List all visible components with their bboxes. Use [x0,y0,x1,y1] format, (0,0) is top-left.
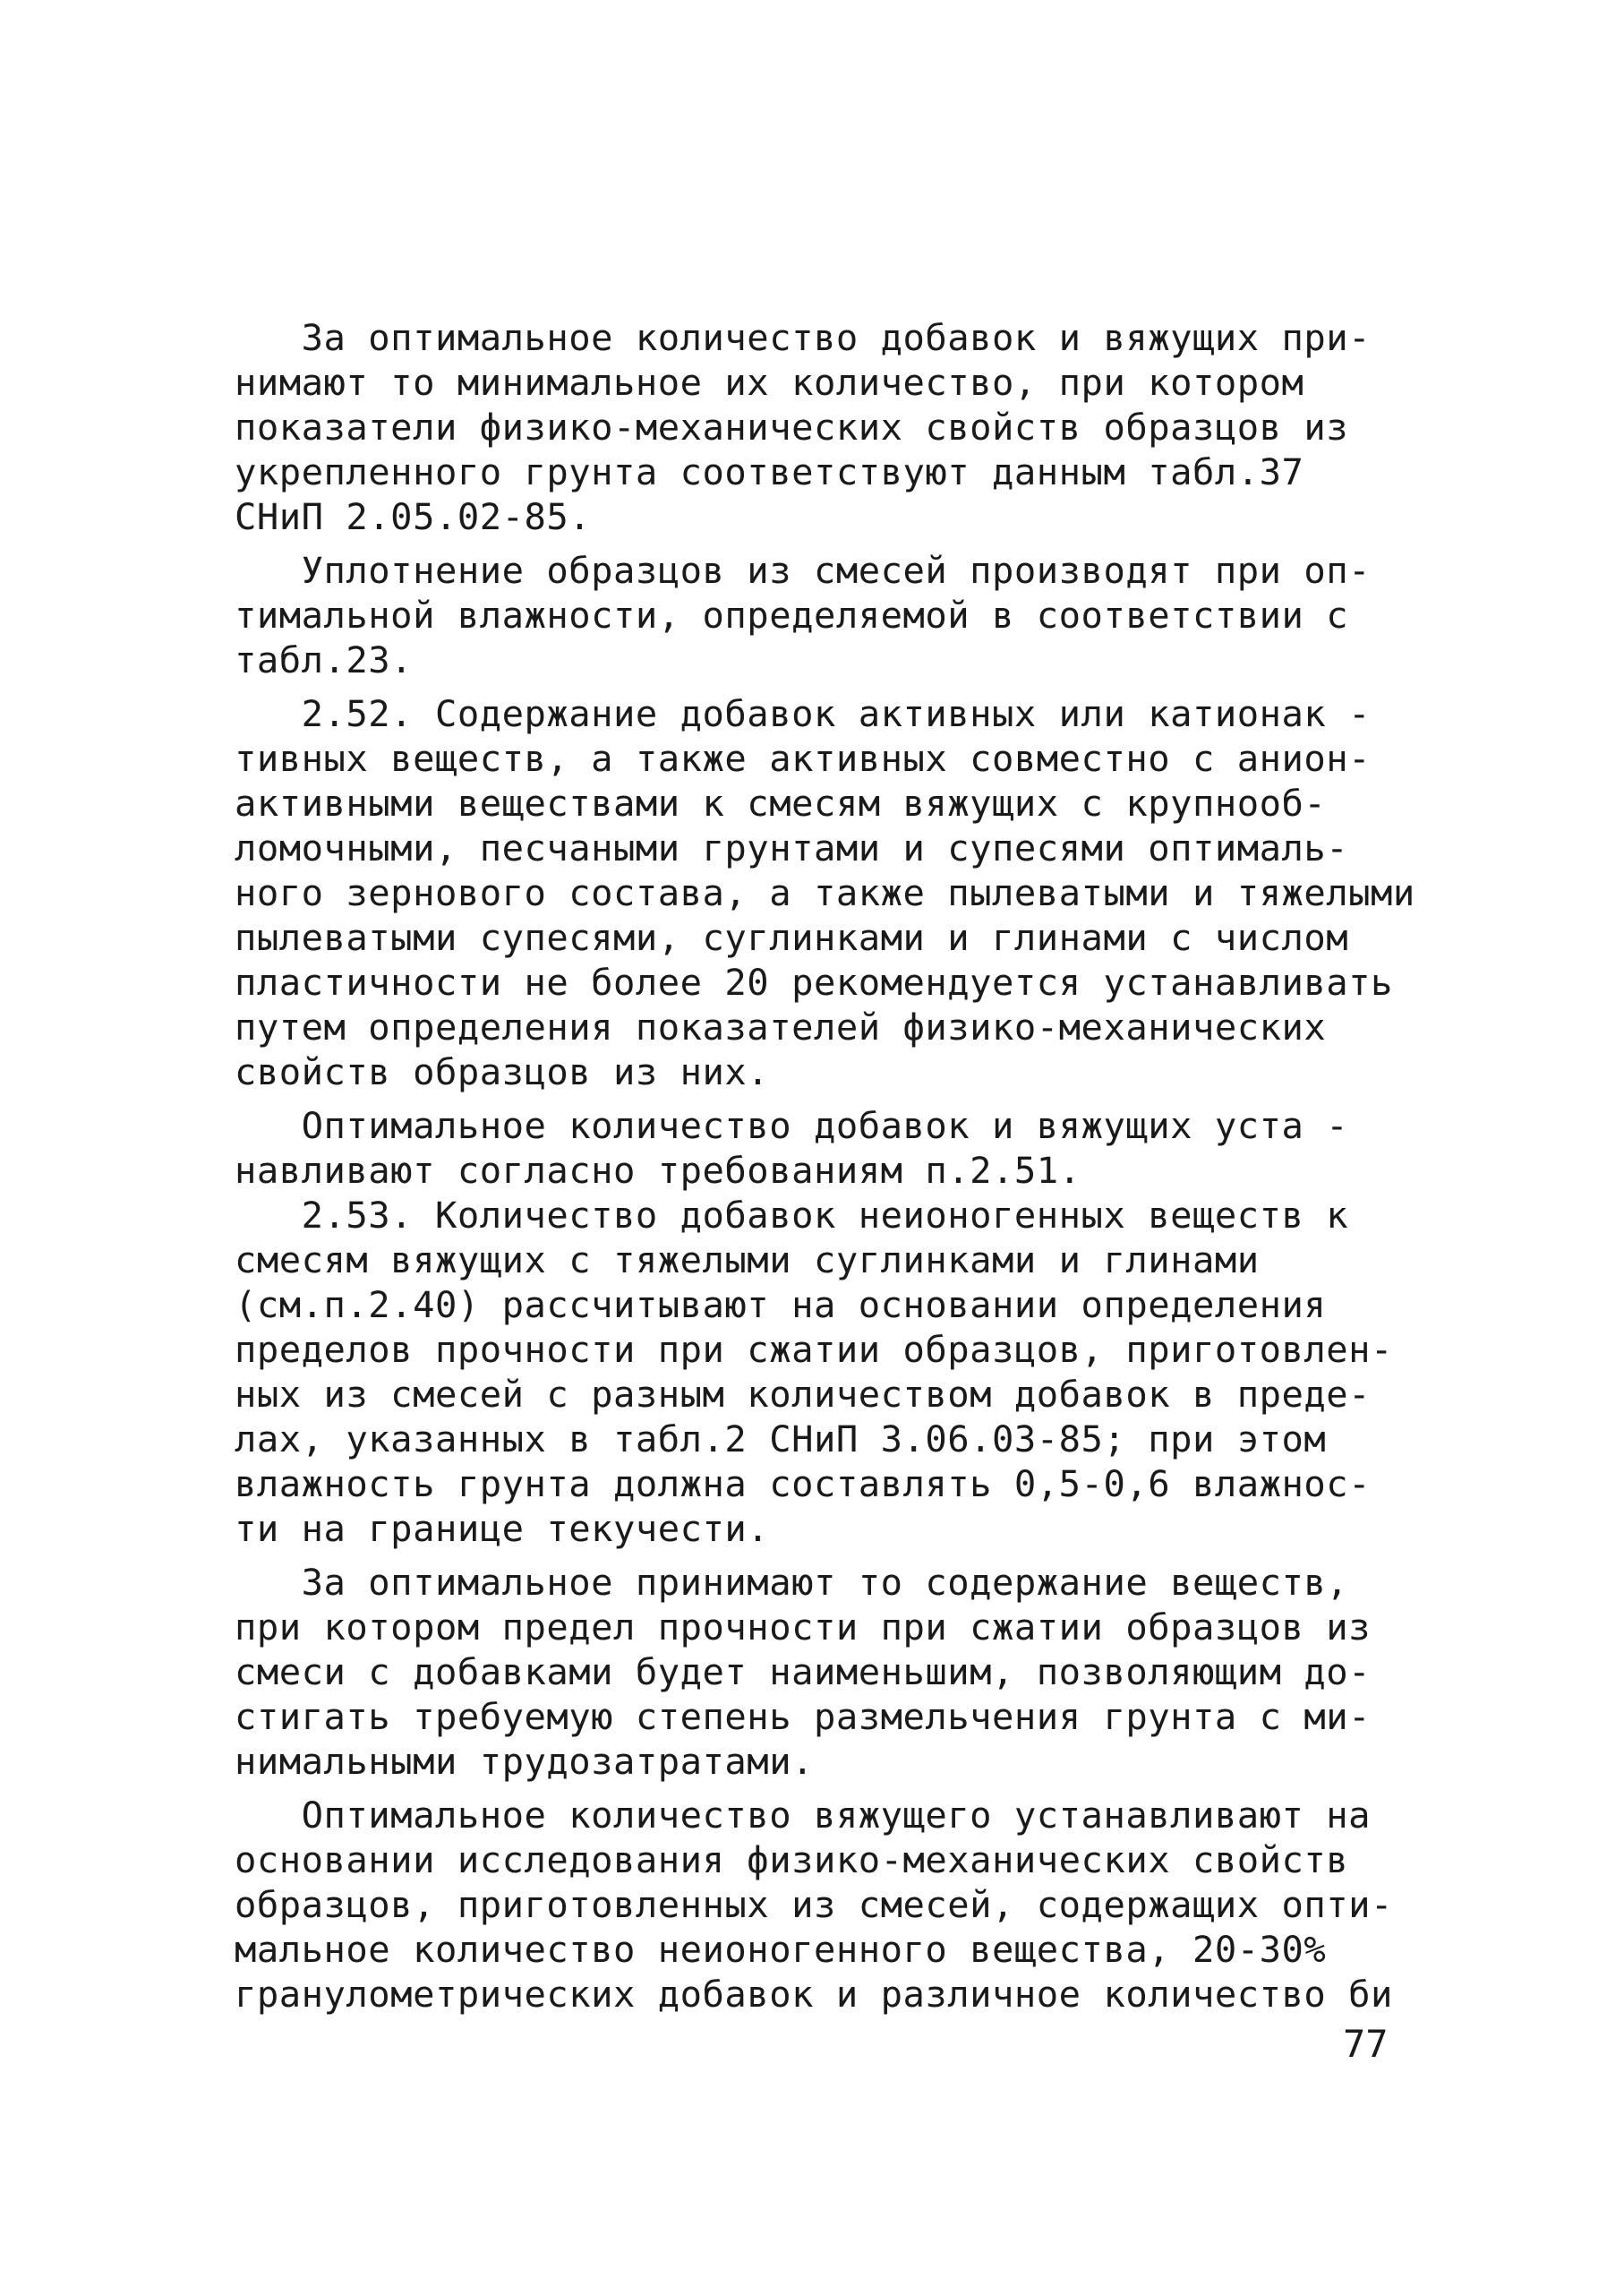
text-line: ломочными, песчаными грунтами и супесями оптималь- [235,826,1349,869]
text-line: нимают то минимальное их количество, при котором [235,361,1304,404]
paragraph-optimal-quantity [235,1103,1416,1193]
paragraph-section-2-53 [235,1193,1416,1551]
text-line: гранулометрических добавок и различное количество би [235,1973,1393,2016]
text-line: пылеватыми супесями, суглинками и глинами с числом [235,916,1349,959]
text-line: пластичности не более 20 рекомендуется устанавливать [235,961,1393,1004]
text-line: 2.52. Содержание добавок активных или катионак - [235,692,1372,735]
text-line: смесям вяжущих с тяжелыми суглинками и глинами [235,1238,1260,1281]
text-line: пределов прочности при сжатии образцов, приготовлен- [235,1328,1393,1371]
text-line: (см.п.2.40) рассчитывают на основании определения [235,1283,1327,1326]
text-line: образцов, приготовленных из смесей, содержащих опти- [235,1883,1393,1926]
text-line: укрепленного грунта соответствуют данным табл.37 [235,450,1304,493]
text-line: основании исследования физико-механических свойств [235,1838,1349,1881]
text-line: влажность грунта должна составлять 0,5-0,6 влажнос- [235,1462,1372,1505]
text-line: За оптимальное количество добавок и вяжущих при- [235,316,1372,359]
text-line: нимальными трудозатратами. [235,1740,814,1783]
text-line: 2.53. Количество добавок неионогенных веществ к [235,1194,1349,1237]
text-line: смеси с добавками будет наименьшим, позволяющим до- [235,1650,1372,1693]
text-line: показатели физико-механических свойств образцов из [235,406,1349,449]
text-line: ти на границе текучести. [235,1507,770,1550]
text-line: стигать требуемую степень размельчения грунта с ми- [235,1695,1372,1738]
text-line: За оптимальное принимают то содержание веществ, [235,1561,1349,1604]
text-line: тивных веществ, а также активных совместно с анион- [235,737,1372,780]
document-body [235,315,1416,2017]
text-line: СНиП 2.05.02-85. [235,495,592,538]
paragraph-binder-quantity [235,1793,1416,2017]
text-line: тимальной влажности, определяемой в соответствии с [235,594,1349,637]
text-line: навливают согласно требованиям п.2.51. [235,1149,1081,1192]
text-line: ного зернового состава, а также пылеватыми и тяжелыми [235,871,1415,914]
text-line: Уплотнение образцов из смесей производят при оп- [235,549,1372,592]
text-line: активными веществами к смесям вяжущих с крупнооб- [235,782,1327,825]
text-line: лах, указанных в табл.2 СНиП 3.06.03-85; при этом [235,1417,1327,1460]
text-line: свойств образцов из них. [235,1050,770,1093]
paragraph-optimal-content [235,1560,1416,1784]
text-line: при котором предел прочности при сжатии образцов из [235,1606,1372,1648]
paragraph-section-2-52 [235,691,1416,1094]
text-line: Оптимальное количество вяжущего устанавливают на [235,1794,1372,1837]
text-line: мальное количество неионогенного вещества, 20-30% [235,1928,1327,1971]
paragraph-compaction [235,548,1416,682]
text-line: табл.23. [235,638,414,681]
text-line: ных из смесей с разным количеством добавок в преде- [235,1373,1372,1416]
text-line: Оптимальное количество добавок и вяжущих уста - [235,1104,1349,1147]
page-number: 77 [1343,2022,1389,2066]
text-line: путем определения показателей физико-механических [235,1006,1327,1049]
paragraph-optimal-additives [235,315,1416,539]
